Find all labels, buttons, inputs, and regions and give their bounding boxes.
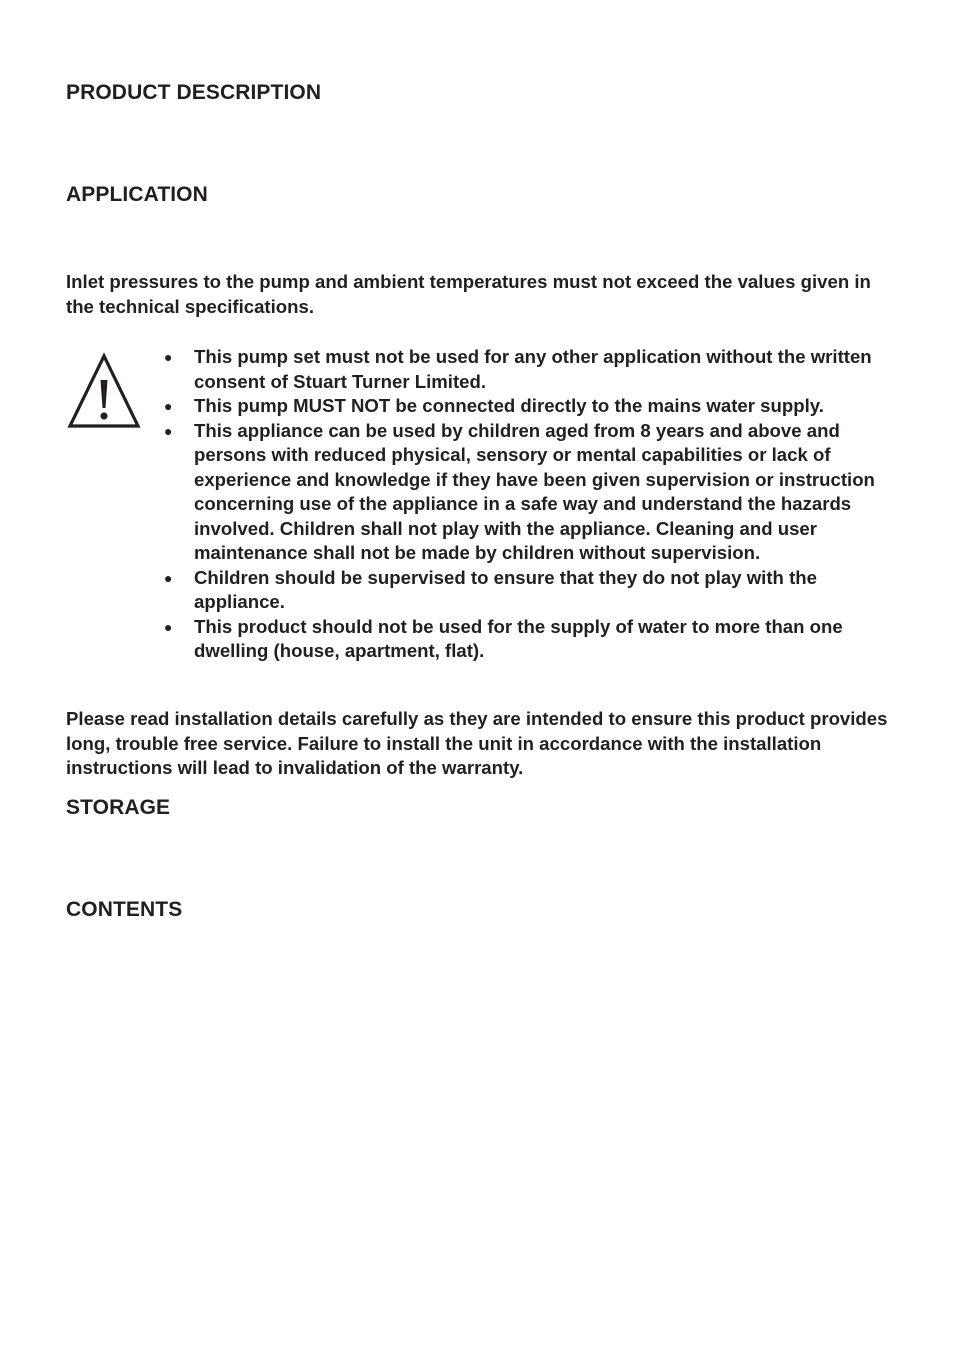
inlet-pressure-note: Inlet pressures to the pump and ambient temperatures must not exceed the values given in the technical specifications.	[66, 271, 871, 317]
warning-item	[160, 394, 900, 419]
warning-item	[160, 345, 900, 394]
warning-item	[160, 615, 900, 664]
warning-text: This product should not be used for the supply of water to more than one dwelling (house, apartment, flat).	[194, 615, 843, 661]
warning-text: This pump set must not be used for any other application without the written consent of Stuart Turner Limited.	[194, 346, 872, 392]
bullet-dot: ●	[164, 349, 173, 365]
heading-product-description: PRODUCT DESCRIPTION	[66, 81, 322, 104]
bullet-dot: ●	[164, 398, 173, 414]
warning-text: This pump MUST NOT be connected directly to the mains water supply.	[194, 395, 824, 416]
installation-note: Please read installation details carefully as they are intended to ensure this product provides long, trouble free service. Failure to install the unit in accordance with the installation instructions will lead to invalidation of the warranty.	[66, 708, 888, 778]
heading-contents: CONTENTS	[66, 898, 183, 921]
warning-text: This appliance can be used by children aged from 8 years and above and persons with reduced physical, sensory or mental capabilities or lack of experience and knowledge if they have been given supervision or instruction concerning use of the appliance in a safe way and understand the hazards involved. Children shall not play with the appliance. Cleaning and user maintenance shall not be made by children without supervision.	[194, 419, 875, 563]
bullet-dot: ●	[164, 422, 173, 439]
warning-item	[160, 566, 900, 615]
warning-item	[160, 419, 900, 566]
heading-storage: STORAGE	[66, 796, 171, 819]
bullet-dot: ●	[164, 569, 173, 586]
heading-application: APPLICATION	[66, 183, 208, 206]
warning-text: Children should be supervised to ensure that they do not play with the appliance.	[194, 566, 817, 612]
bullet-dot: ●	[164, 618, 173, 635]
warning-triangle-icon	[67, 352, 141, 430]
warning-list	[160, 345, 900, 664]
